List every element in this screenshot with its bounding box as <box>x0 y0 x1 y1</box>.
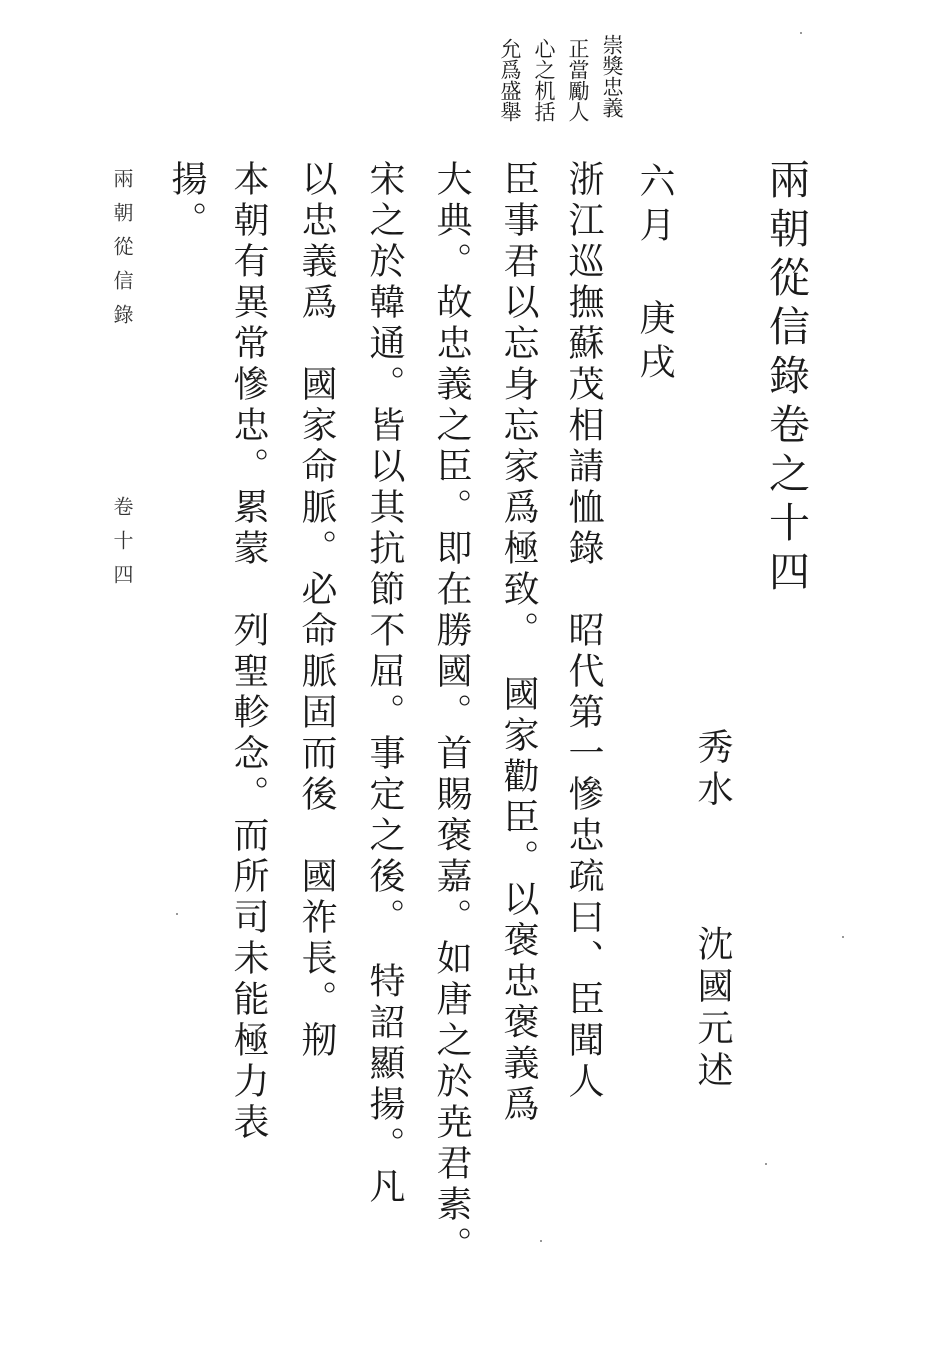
text-column: 浙江巡撫蘇茂相請恤錄 昭代第一慘忠疏曰、臣聞人 <box>563 160 604 1103</box>
scan-speck <box>765 1163 767 1165</box>
annotation-line: 心之机括 <box>532 38 557 122</box>
annotation-line: 允爲盛舉 <box>498 38 523 122</box>
author-place: 秀水 <box>692 728 733 812</box>
margin-volume-number: 卷十四 <box>110 496 134 598</box>
text-column: 本朝有異常慘忠。累蒙 列聖軫念。而所司未能極力表 <box>228 160 269 1144</box>
scan-speck <box>800 32 802 34</box>
margin-book-title: 兩朝從信錄 <box>110 168 134 338</box>
scan-speck <box>540 1240 542 1242</box>
scan-speck <box>176 913 178 915</box>
text-column: 大典。故忠義之臣。即在勝國。首賜褒嘉。如唐之於尭君素。 <box>431 160 472 1267</box>
annotation-line: 崇獎忠義 <box>600 34 625 118</box>
text-column: 臣事君以忘身忘家爲極致。 國家勸臣。以褒忠褒義爲 <box>498 160 539 1126</box>
annotation-line: 正當勵人 <box>566 38 591 122</box>
scan-speck <box>842 936 844 938</box>
date-heading: 六月 庚戌 <box>634 162 675 387</box>
text-column: 揚。 <box>166 160 207 242</box>
book-title: 兩朝從信錄卷之十四 <box>762 158 810 599</box>
text-column: 以忠義爲 國家命脈。必命脈固而後 國祚長。剏 <box>296 160 337 1062</box>
text-column: 宋之於韓通。皆以其抗節不屈。事定之後。 特詔顯揚。凡 <box>364 160 405 1208</box>
author-name: 沈國元述 <box>692 925 733 1093</box>
